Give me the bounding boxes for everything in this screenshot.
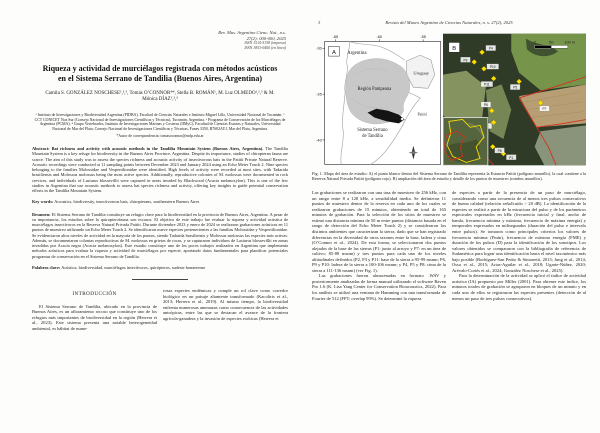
tick-label-lat-35: -35 <box>316 91 322 97</box>
page-right <box>306 0 594 433</box>
body-paragraph-4: Para la determinación de la actividad se aplicó el índice de actividad acústica (IA) propuesto por Miller (2001). Para obtener este índice, los minutos totales de grabación se agruparon en bloques de un minuto y en cada uno de ellos se registraron las especies presentes (detección de al menos un paso de tres pulsos consecutivos). <box>452 273 586 301</box>
correspondence-line: *Autor de correspondencia: tomasoconnor@mdp.edu.ar <box>116 134 204 139</box>
tick-label-lon-55: -55 <box>420 34 426 40</box>
section-divider <box>132 279 188 280</box>
scale-0: 0 <box>533 39 536 45</box>
intro-paragraph-1: El Sistema Serrano de Tandilia, ubicado en la provincia de Buenos Aires, es un afloramiento rocoso que constituye uno de los refugios más importantes de biodiversidad en la región (Herrera et al., 2023). Este sistema presenta una notable heterogeneidad ambiental, es hábitat de nume- <box>32 303 157 331</box>
intro-column-1 <box>32 288 157 331</box>
point-label: P4 <box>488 46 493 51</box>
body-paragraph-1: Las grabaciones se realizaron con una tasa de muestreo de 256 kHz, con un rango entre 8 a 128 kHz, a sensibilidad media. Se definieron 11 puntos de muestreo dentro de la reserva en cada uno de los cuales se realizaron grabaciones de 15 minutos, obteniendo un total de 165 minutos de grabación. Para la selección de los sitios de muestreo se estimó una distancia mínima de 50 m entre puntos (distancia basada en el rango de detección del Echo Meter Touch 2) y se consideraron los distintos ambientes que caracterizan la sierra, dado que se han registrado diferencias en la diversidad de otros taxones entre la base, ladera y cima (O’Connor et al., 2024). De esta forma, se seleccionaron dos puntos alejados de la base de las sierras (P1: junto al arroyo y P7: en un área de cultivo; 85-88 msnm) y tres puntos para cada uno de los niveles altitudinales definidos (P2, P3 y P11: base de la sierra a 95-99 msnm; P6, P9 y P10: ladera de la sierra a 100-106 msnm; y P4, P5 y P8: cima de la sierra a 111-136 msnm) (ver Fig. 1). <box>312 190 446 273</box>
map-axis-top <box>333 34 426 41</box>
keywords-label: Key words: <box>32 199 54 205</box>
body-paragraph-2: Las grabaciones fueron almacenadas en formato .WAV y posteriormente analizadas de forma manual utilizando el software Raven Pro 1.6 (K. Lisa Yang Center for Conservation Bioacoustics, 2022). Para los análisis se utilizó una ventana de Hamming con una transformada de Fourier de 512 (FFT; overlap 99%). Se determinó la riqueza <box>312 273 446 301</box>
intro-paragraph-2: rosas especies endémicas y cumple un rol clave como corredor biológico en un paisaje altamente transformado (Kacoliris et al., 2013; Herrera et al., 2019). Al mismo tiempo, la biodiversidad enfrenta numerosas amenazas como consecuencia de las actividades antrópicas, entre las que se destacan el avance de la frontera agrícola-ganadera y la invasión de especies exóticas (Herrera et <box>163 288 288 321</box>
argentina-label: Argentina <box>347 51 367 57</box>
point-label: P11 <box>483 82 490 87</box>
figure-caption-label: Fig. 1. <box>312 171 323 176</box>
paititi-site-dot <box>401 118 404 121</box>
panel-b-label: B <box>451 46 456 53</box>
introduction-heading: INTRODUCCIÓN <box>72 291 117 298</box>
author-line: Camila S. GONZÁLEZ NOSCHESE¹,²,³, Tomás O’CONNOR⁴*, Stella B. ROMÁN¹, M. Luz OLMEDO¹,²,³ & M. Mónica DÍAZ¹,²,³ <box>45 90 275 103</box>
page-left <box>20 0 302 433</box>
point-label: P6 <box>483 103 488 108</box>
tick-label-lon-60: -60 <box>376 34 383 40</box>
inset-overview-map <box>443 118 488 166</box>
body-column-1 <box>312 190 446 301</box>
figure-caption-text: Mapa del área de estudio: A) el punto blanco dentro del Sistema Serrano de Tandilia representa la Estancia Paititi (polígono amarillo), la cual contiene a la Reserva Natural Privada Paititi (polígono rojo). B) ampliación del área de estudio y detalle de los puntos de muestreo (rombos amarillos). <box>312 171 586 182</box>
point-label: P8 <box>497 148 502 153</box>
journal-issn-print: ISSN 1514-5158 (impresa) <box>244 41 286 46</box>
journal-ref-line2: 27(2): 000-000, 2025 <box>246 35 286 41</box>
journal-ref-line1: Rev. Mus. Argentino Cienc. Nat., n.s. <box>218 30 286 35</box>
palabras-clave-label: Palabras clave: <box>32 264 61 270</box>
tick-label-lat-40: -40 <box>316 137 322 143</box>
resumen-label: Resumen: <box>32 211 51 217</box>
journal-reference <box>32 30 286 51</box>
abstract <box>32 146 288 193</box>
point-label: P1 <box>508 155 513 160</box>
tandilia-label-line2: de Tandilia <box>362 134 383 140</box>
figure-1-map <box>312 32 586 167</box>
palabras-clave <box>32 265 288 270</box>
abstract-text: The Tandilia Mountain System is a key refuge for biodiversity in the Buenos Aires Province, Argentina. Despite its importance, studies of chiropteran fauna are scarce. The aim of this study was to assess the species richness and acoustic activity of insectivorous bats in the Paititi Private Natural Reserve. Acoustic recordings were conducted at 11 sampling points between December 2023 and January 2024 using an Echo Meter Touch 2. Nine species belonging to the families Molossidae and Vespertilionidae were identified. High levels of activity were recorded at most sites, with Tadarida brasiliensis and Molossus molossus being the most active species. Additionally, reproductive colonies of M. molossus were documented in rock crevices, and individuals of Lasiurus blossevillii were captured in areas invaded by Blackwood (Acacia melanoxylon). This is one of the few studies in Argentina that use acoustic methods to assess bat species richness and activity, offering key insights to guide potential conservation efforts in the Tandilia Mountain System. <box>32 146 288 194</box>
running-header-text: Revista del Museo Argentino de Ciencias Naturales, n. s. 27(2), 2025 <box>385 20 513 25</box>
tick-label-lat-30: -30 <box>316 45 322 51</box>
resumen-text: El Sistema Serrano de Tandilia constituye un refugio clave para la biodiversidad en la provincia de Buenos Aires, Argentina. A pesar de su importancia, los estudios sobre la quiropterofauna son escasos. El objetivo de este trabajo fue evaluar la riqueza y actividad acústica de murciélagos insectívoros en la Reserva Natural Privada Paititi. Durante diciembre 2023 y enero de 2024 se realizaron grabaciones acústicas en 11 puntos de muestreo utilizando un Echo Meter Touch 2. Se identificaron nueve especies pertenecientes a las familias Molossidae y Vespertilionidae. Se evidenciaron altos niveles de actividad en la mayoría de los puntos, siendo Tadarida brasiliensis y Molossus molossus las especies más activas. Además, se documentaron colonias reproductivas de M. molossus en grietas de rocas, y se capturaron individuos de Lasiurus blossevillii en zonas invadidas por Acacia negra (Acacia melanoxylon). Este estudio constituye uno de los pocos trabajos realizados en Argentina que implementa métodos acústicos para evaluar la riqueza y actividad de murciélagos por especie, aportando datos fundamentales para planificar potenciales programas de conservación en el Sistema Serrano de Tandilia. <box>32 211 288 259</box>
page-number: 3 <box>318 20 321 25</box>
map-panel-b-satellite <box>443 32 586 167</box>
journal-issn-online: ISSN 1853-0400 (en línea) <box>244 45 286 50</box>
intro-columns <box>32 288 288 331</box>
panel-a-label: A <box>331 49 336 56</box>
map-axis-left <box>316 46 325 143</box>
scale-50: 50 <box>548 39 554 45</box>
affiliations: ¹ Instituto de Investigaciones y Biodiversidad Argentina (PIDBA), Facultad de Ciencias Naturales e Instituto Miguel Lillo, Universidad Nacional de Tucumán. ² CCT CONICET Noa Sur (Consejo Nacional de Investigaciones Científicas y Técnicas), Tucumán, Argentina. ³ Programa de Conservación de los Murciélagos de Argentina (PCMA). ⁴ Grupo Vertebrados, Instituto de Investigaciones Marinas y Costeras (IIMyC), Facultad de Ciencias Exactas y Naturales, Universidad Nacional de Mar del Plata, Consejo Nacional de Investigaciones Científicas y Técnicas, Funes 3350, B7602AYJ, Mar del Plata, Argentina. <box>34 112 286 132</box>
tandilia-label-line1: Sistema Serrano <box>357 128 388 134</box>
palabras-clave-text: Acústica, biodiversidad, murciélagos insectívoros, quirópteros, sudeste bonaerense <box>60 264 206 270</box>
point-label: P10 <box>489 65 496 70</box>
resumen <box>32 212 288 259</box>
keywords-text: Acoustics, biodiversity, insectivorous bats, chiropterans, southeastern Buenos Aires <box>53 199 200 205</box>
region-pampeana-label: Región Pampeana <box>357 87 392 93</box>
scale-100m: 100 m <box>564 39 575 45</box>
keywords <box>32 199 288 204</box>
abstract-label: Abstract: Bat richness and activity with acoustic methods in the Tandilia Mountain System (Buenos Aires, Argentina). <box>32 146 264 152</box>
paititi-label: Paititi <box>417 112 427 117</box>
point-label: P5 <box>512 85 517 90</box>
article-title: Riqueza y actividad de murciélagos registrada con métodos acústicos en el Sistema Serrano de Tandilia (Buenos Aires, Argentina) <box>42 63 278 83</box>
figure-caption <box>312 171 586 181</box>
tick-label-lon-65: -65 <box>332 34 339 40</box>
body-columns <box>312 190 586 301</box>
uruguay-label: Uruguay <box>413 70 430 76</box>
running-header <box>312 20 586 28</box>
body-paragraph-3: de especies a partir de la presencia de un paso de murciélago, considerando como una secuencia de al menos tres pulsos consecutivos de buena calidad (relación señal/ruido > 20 dB). La identificación de la especies se realizó a partir de la estructura del pulso y de los parámetros espectrales expresados en kHz (frecuencia inicial y final, ancho de banda, frecuencia mínima y máxima, frecuencia de máxima energía) y temporales expresados en milisegundos (duración del pulso e intervalo entre pulsos). Se tomaron como principales criterios los valores de frecuencia mínima (Fmin), frecuencia de máxima energía (FME) y duración de los pulsos (D) para la identificación de los sonotipos. Los valores obtenidos se compararon con la bibliografía de referencia de Sudamérica para lograr una identificación hasta el nivel taxonómico más bajo posible (Rodríguez-San Pedro & Simonetti, 2013; Jung et al., 2014; Ossa et al., 2015; Arias-Aguilar et al., 2018; Ugarte-Núñez, 2020; Arévalo-Cortés et al., 2024; González Noschese et al., 2025). <box>452 190 586 273</box>
body-column-2 <box>452 190 586 301</box>
intro-column-2 <box>163 288 288 331</box>
map-panel-a <box>312 32 442 167</box>
point-label: P7 <box>542 107 547 112</box>
point-label: P9 <box>463 58 468 63</box>
